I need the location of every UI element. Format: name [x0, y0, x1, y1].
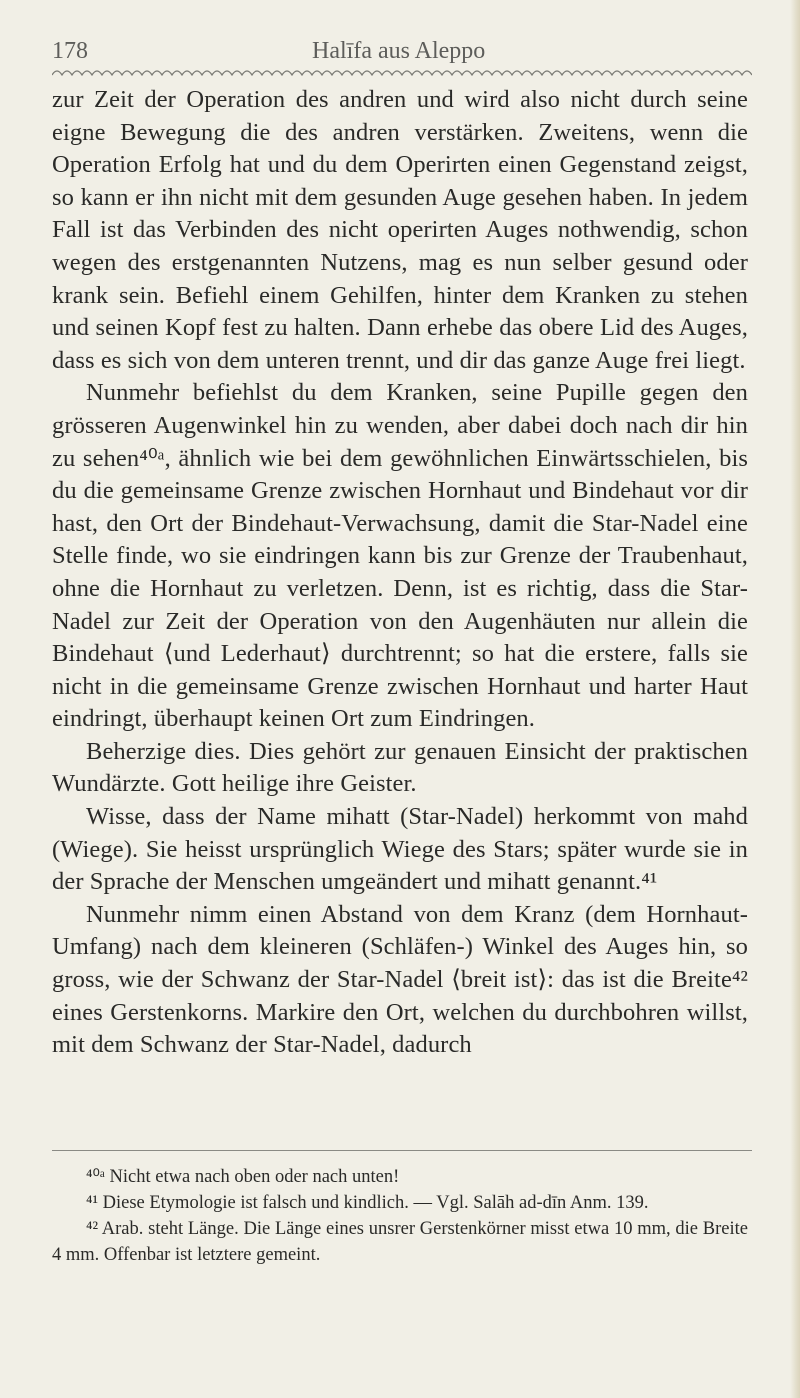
footnote-rule — [52, 1150, 752, 1151]
paragraph: zur Zeit der Operation des andren und wird also nicht durch seine eigne Bewegung die des andren verstärken. Zweitens, wenn die Operation Erfolg hat und du dem Operirten einen Gegenstand zeigst, so kann er ihn nicht mit dem gesunden Auge gesehen haben. In jedem Fall ist das Verbinden des nicht operirten Auges nothwendig, schon wegen des erstgenannten Nutzens, mag es nun selber gesund oder krank sein. Befiehl einem Gehilfen, hinter dem Kranken zu stehen und seinen Kopf fest zu halten. Dann erhebe das obere Lid des Auges, dass es sich von dem unteren trennt, und dir das ganze Auge frei liegt. — [52, 86, 748, 374]
paragraph: Beherzige dies. Dies gehört zur genauen Einsicht der praktischen Wundärzte. Gott heilige ihre Geister. — [52, 737, 748, 798]
footnote: ⁴² Arab. steht Länge. Die Länge eines unsrer Gerstenkörner misst etwa 10 mm, die Breite 4 mm. Offenbar ist letztere gemeint. — [52, 1219, 748, 1265]
page-edge-shadow — [790, 0, 800, 1398]
footnote: ⁴⁰ᵃ Nicht etwa nach oben oder nach unten! — [86, 1167, 400, 1187]
running-title: Halīfa aus Aleppo — [312, 38, 486, 64]
paragraph: Nunmehr befiehlst du dem Kranken, seine Pupille gegen den grösseren Augenwinkel hin zu wenden, aber dabei doch nach dir hin zu sehen⁴⁰ᵃ, ähnlich wie bei dem gewöhnlichen Einwärtsschielen, bis du die gemeinsame Grenze zwischen Hornhaut und Bindehaut vor dir hast, den Ort der Bindehaut-Verwachsung, damit die Star-Nadel eine Stelle finde, wo sie eindringen kann bis zur Grenze der Traubenhaut, ohne die Hornhaut zu verletzen. Denn, ist es richtig, dass die Star-Nadel zur Zeit der Operation von den Augenhäuten nur allein die Bindehaut ⟨und Lederhaut⟩ durchtrennt; so hat die erstere, falls sie nicht in die gemeinsame Grenze zwischen Hornhaut und harter Haut eindringt, überhaupt keinen Ort zum Eindringen. — [52, 379, 748, 733]
main-text — [52, 84, 748, 1062]
page-number: 178 — [52, 38, 88, 64]
paragraph: Nunmehr nimm einen Abstand von dem Kranz (dem Hornhaut-Umfang) nach dem kleineren (Schläfen-) Winkel des Auges hin, so gross, wie der Schwanz der Star-Nadel ⟨breit ist⟩: das ist die Breite⁴² eines Gerstenkorns. Markire den Ort, welchen du durchbohren willst, mit dem Schwanz der Star-Nadel, dadurch — [52, 900, 748, 1059]
footnotes — [52, 1164, 748, 1268]
paragraph: Wisse, dass der Name mihatt (Star-Nadel) herkommt von mahd (Wiege). Sie heisst ursprünglich Wiege des Stars; später wurde sie in der Sprache der Menschen umgeändert und mihatt genannt.⁴¹ — [52, 803, 748, 896]
footnote: ⁴¹ Diese Etymologie ist falsch und kindlich. — Vgl. Salāh ad-dīn Anm. 139. — [86, 1193, 649, 1213]
header-ornament — [52, 66, 752, 78]
